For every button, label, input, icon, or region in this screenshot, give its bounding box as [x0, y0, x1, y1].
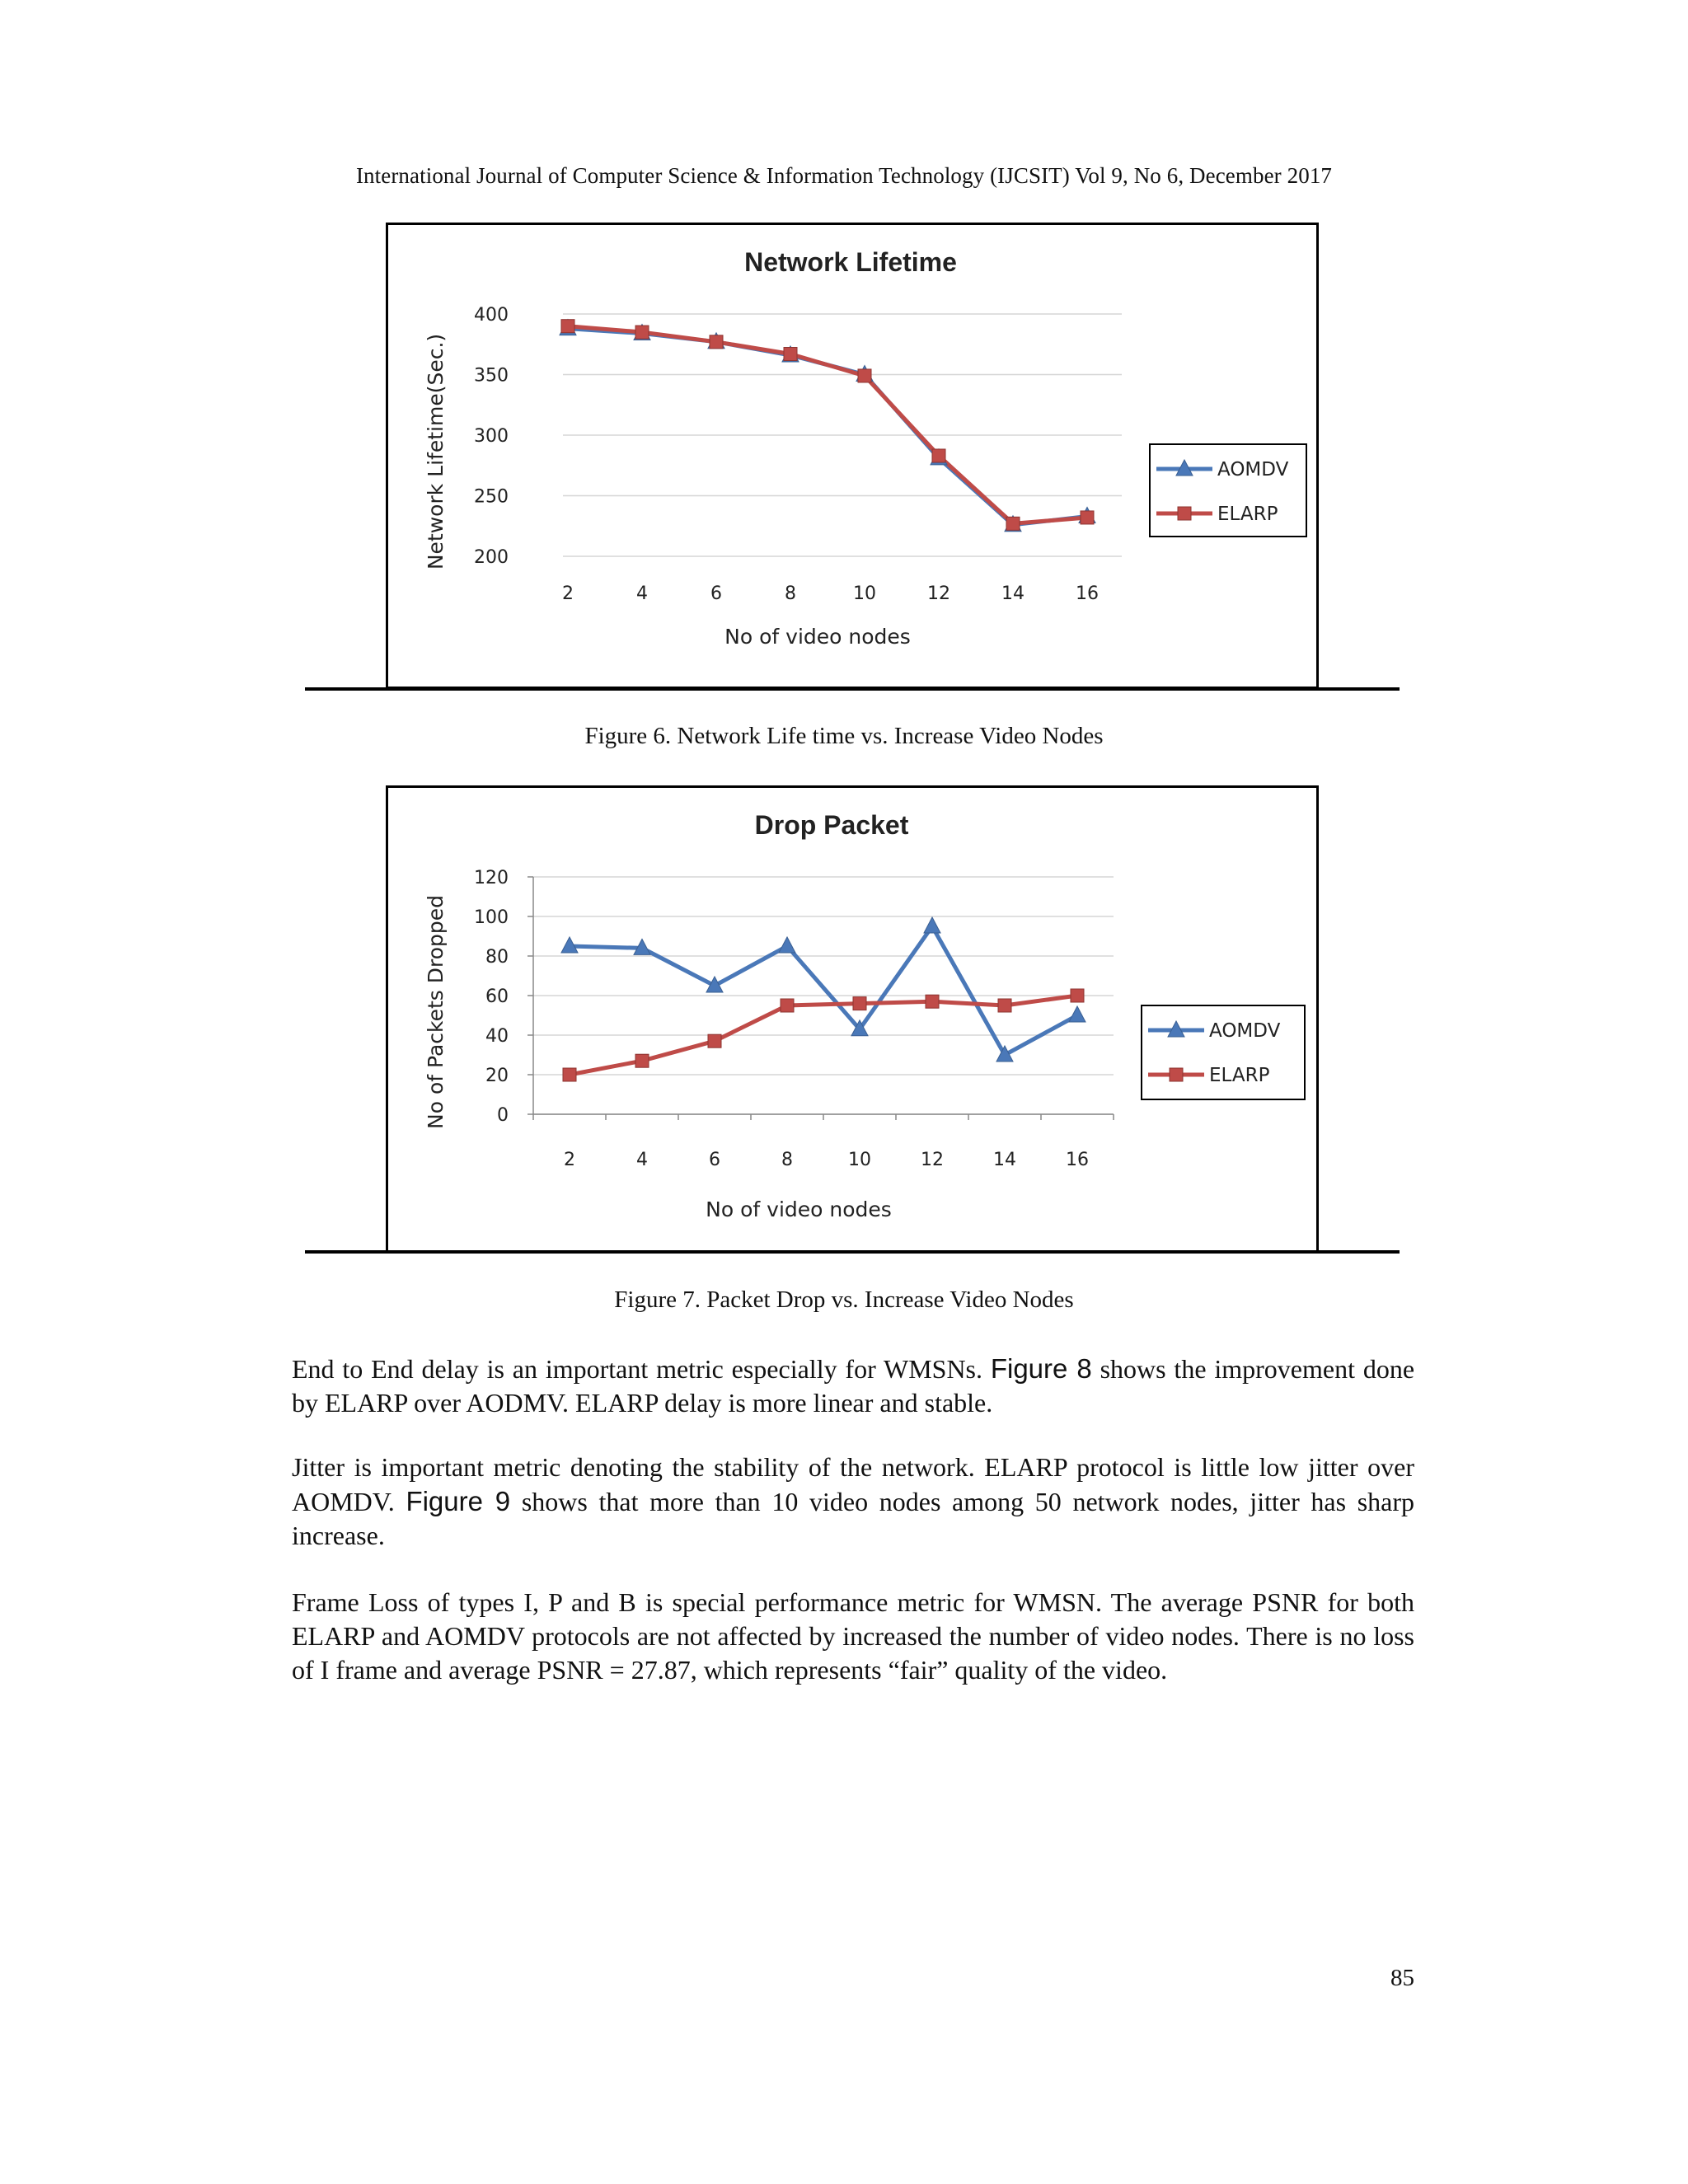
figure-6-rule: [305, 687, 1400, 691]
data-point-elarp: [635, 1054, 649, 1067]
x-tick-label: 12: [921, 1150, 944, 1170]
x-tick-label: 4: [636, 1150, 648, 1170]
data-point-elarp: [784, 348, 797, 361]
legend-label-elarp: ELARP: [1209, 1065, 1270, 1086]
figure-7-caption: Figure 7. Packet Drop vs. Increase Video Nodes: [614, 1286, 1074, 1313]
x-tick-label: 2: [564, 1150, 575, 1170]
y-tick-label: 350: [474, 365, 509, 387]
legend-label-aomdv: AOMDV: [1217, 459, 1289, 480]
x-tick-label: 8: [781, 1150, 793, 1170]
paragraph-text: Jitter is important metric denoting the stability of the network. ELARP protocol is little low jitter over AOMDV.: [292, 1452, 1414, 1516]
figure-6-caption: Figure 6. Network Life time vs. Increase Video Nodes: [584, 723, 1104, 749]
network-lifetime-chart-svg: [388, 225, 1316, 687]
y-axis-label: No of Packets Dropped: [424, 894, 448, 1130]
x-tick-label: 14: [993, 1150, 1016, 1170]
data-point-aomdv: [924, 917, 940, 933]
chart-title: Drop Packet: [754, 810, 909, 840]
x-tick-label: 10: [848, 1150, 871, 1170]
data-point-aomdv: [779, 937, 795, 953]
data-point-elarp: [563, 1068, 576, 1081]
legend-marker-elarp: [1178, 507, 1191, 520]
y-axis-label: Network Lifetime(Sec.): [424, 333, 448, 570]
x-tick-label: 4: [636, 583, 648, 604]
data-point-elarp: [710, 335, 723, 349]
data-point-aomdv: [1069, 1006, 1085, 1022]
data-point-elarp: [561, 320, 574, 333]
y-tick-label: 100: [474, 907, 509, 928]
paragraph-text: shows the improvement done by ELARP over AODMV. ELARP delay is more linear and stable.: [292, 1354, 1415, 1418]
data-point-elarp: [1006, 517, 1020, 530]
data-point-elarp: [932, 449, 945, 462]
paragraph-frame-loss: Frame Loss of types I, P and B is special performance metric for WMSN. The average PSNR for both ELARP and AOMDV protocols are not affected by increased the number of video nodes. There is no loss of I frame and average PSNR = 27.87, which represents “fair” quality of the video.: [292, 1587, 1414, 1685]
data-point-elarp: [781, 999, 794, 1012]
journal-header: International Journal of Computer Science & Information Technology (IJCSIT) Vol 9, No 6, December 2017: [355, 163, 1333, 188]
x-axis-label: No of video nodes: [724, 625, 911, 649]
y-tick-label: 80: [485, 947, 509, 968]
legend-label-elarp: ELARP: [1217, 504, 1278, 525]
x-tick-label: 6: [709, 1150, 720, 1170]
x-tick-label: 16: [1076, 583, 1099, 604]
data-point-elarp: [853, 997, 866, 1010]
series-line-elarp: [568, 326, 1087, 524]
x-tick-label: 12: [927, 583, 950, 604]
page-number: 85: [1390, 1965, 1414, 1991]
paragraph-text: shows that more than 10 video nodes among 50 network nodes, jitter has sharp increase.: [292, 1487, 1415, 1550]
y-tick-label: 0: [497, 1105, 509, 1126]
y-tick-label: 300: [474, 426, 509, 447]
legend-marker-elarp: [1170, 1068, 1183, 1081]
data-point-elarp: [926, 995, 939, 1008]
x-tick-label: 16: [1066, 1150, 1089, 1170]
y-tick-label: 40: [485, 1026, 509, 1047]
x-axis-label: No of video nodes: [706, 1197, 892, 1221]
x-tick-label: 2: [562, 583, 574, 604]
chart-title: Network Lifetime: [744, 247, 957, 277]
x-tick-label: 6: [710, 583, 722, 604]
x-tick-label: 8: [785, 583, 796, 604]
data-point-elarp: [998, 999, 1011, 1012]
x-tick-label: 14: [1001, 583, 1025, 604]
drop-packet-chart-svg: [388, 788, 1316, 1250]
data-point-elarp: [708, 1034, 721, 1047]
figure-9-reference: Figure 9: [406, 1486, 511, 1516]
data-point-elarp: [858, 369, 871, 382]
figure-6-chart: [386, 223, 1319, 689]
data-point-elarp: [1071, 989, 1084, 1002]
paragraph-text: End to End delay is an important metric especially for WMSNs.: [292, 1354, 991, 1384]
y-tick-label: 60: [485, 987, 509, 1007]
figure-7-chart: [386, 785, 1319, 1253]
y-tick-label: 250: [474, 486, 509, 508]
data-point-elarp: [635, 326, 649, 339]
y-tick-label: 400: [474, 305, 509, 326]
figure-8-reference: Figure 8: [990, 1353, 1092, 1384]
figure-7-rule: [305, 1250, 1400, 1254]
y-tick-label: 200: [474, 547, 509, 568]
paragraph-end-to-end-delay: [292, 1352, 1414, 1420]
legend-label-aomdv: AOMDV: [1209, 1020, 1281, 1042]
y-tick-label: 120: [474, 868, 509, 888]
data-point-elarp: [1081, 511, 1094, 524]
y-tick-label: 20: [485, 1066, 509, 1086]
x-tick-label: 10: [853, 583, 876, 604]
paragraph-jitter: [292, 1451, 1414, 1553]
